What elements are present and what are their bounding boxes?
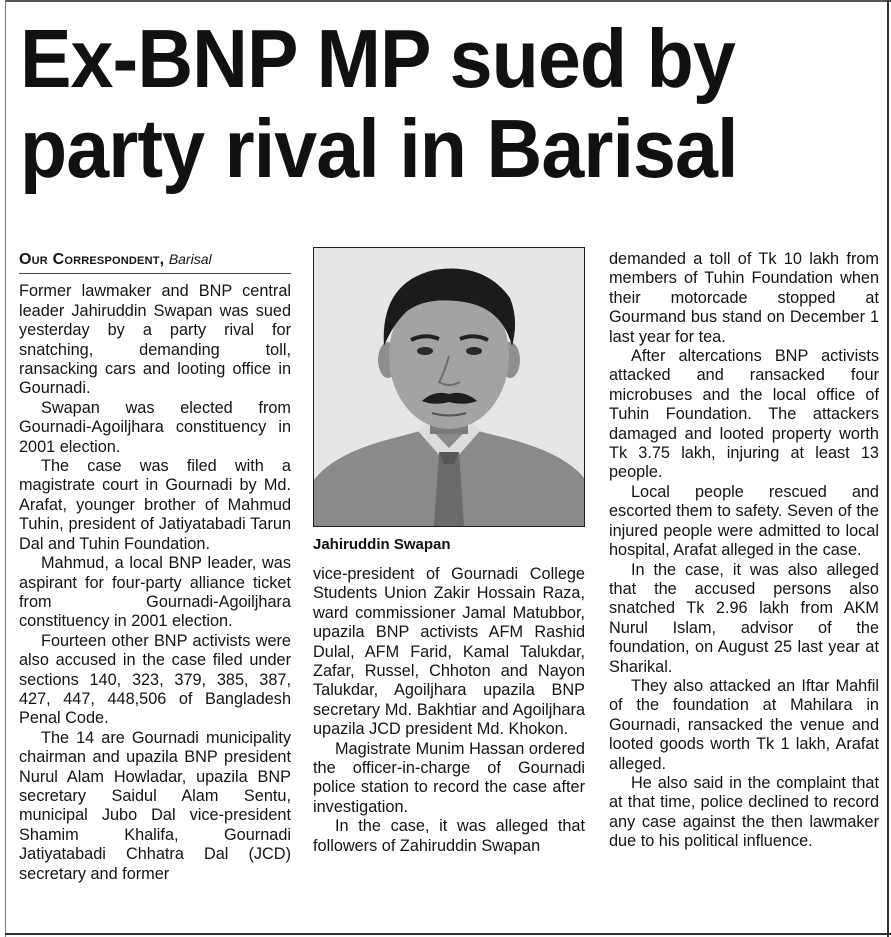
paragraph: demanded a toll of Tk 10 lakh from members of Tuhin Foundation when their motorcade stopped at Gourmand bus stand on December 1 last year for tea.: [609, 250, 879, 346]
portrait-illustration: [314, 248, 584, 526]
paragraph: The case was filed with a magistrate court in Gournadi by Md. Arafat, younger brother of Mahmud Tuhin, president of Jatiyatabadi Tarun Dal and Tuhin Foundation.: [19, 457, 291, 553]
paragraph: In the case, it was alleged that followers of Zahiruddin Swapan: [313, 817, 585, 855]
photo-caption: Jahiruddin Swapan: [313, 536, 451, 553]
paragraph: Magistrate Munim Hassan ordered the officer-in-charge of Gournadi police station to record the case after investigation.: [313, 739, 585, 816]
paragraph: vice-president of Gournadi College Students Union Zakir Hossain Raza, ward commissioner Jamal Matubbor, upazila BNP activists AFM Rashid Dulal, AFM Farid, Kamal Talukdar, Zafar, Russel, Chhoton and Nayon Talukdar, Agoiljhara upazila BNP secretary Md. Bakhtiar and Agoiljhara upazila JCD president Md. Khokon.: [313, 565, 585, 739]
paragraph: In the case, it was also alleged that the accused persons also snatched Tk 2.96 lakh from AKM Nurul Islam, advisor of the foundation, on August 25 last year at Sharikal.: [609, 560, 879, 676]
byline-place: Barisal: [168, 251, 212, 267]
frame-top-border: [5, 0, 891, 2]
byline-name: Our Correspondent,: [19, 251, 165, 268]
frame-right-border: [887, 0, 889, 937]
paragraph: He also said in the complaint that at that time, police declined to record any case against the then lawmaker due to his political influence.: [609, 773, 879, 851]
paragraph: Local people rescued and escorted them to safety. Seven of the injured people were admitted to local hospital, Arafat alleged in the case.: [609, 482, 879, 560]
article-headline: [20, 14, 820, 194]
paragraph: Fourteen other BNP activists were also accused in the case filed under sections 140, 323, 379, 385, 387, 427, 447, 448,506 of Bangladesh Penal Code.: [19, 631, 291, 728]
paragraph: Former lawmaker and BNP central leader Jahiruddin Swapan was sued yesterday by a party rival for snatching, demanding toll, ransacking cars and looting office in Gournadi.: [19, 282, 291, 398]
frame-left-border: [5, 0, 6, 937]
portrait-photo: [313, 247, 585, 527]
frame-bottom-border: [5, 933, 891, 935]
paragraph: Swapan was elected from Gournadi-Agoiljhara constituency in 2001 election.: [19, 398, 291, 456]
paragraph: Mahmud, a local BNP leader, was aspirant for four-party alliance ticket from Gournadi-Agoiljhara constituency in 2001 election.: [19, 554, 291, 631]
column-2: [313, 565, 585, 856]
byline: [19, 250, 291, 274]
paragraph: They also attacked an Iftar Mahfil of the foundation at Mahilara in Gournadi, ransacked the venue and looted goods worth Tk 1 lakh, Arafat alleged.: [609, 676, 879, 773]
column-3: [609, 250, 879, 852]
headline-line-1: Ex-BNP MP sued by: [20, 12, 735, 105]
paragraph: The 14 are Gournadi municipality chairman and upazila BNP president Nurul Alam Howladar, upazila BNP secretary Saidul Alam Sentu, municipal Jubo Dal vice-president Shamim Khalifa, Gournadi Jatiyatabadi Chhatra Dal (JCD) secretary and former: [19, 728, 291, 883]
headline-line-2: party rival in Barisal: [20, 102, 738, 195]
paragraph: After altercations BNP activists attacked and ransacked four microbuses and the local office of Tuhin Foundation. The attackers damaged and looted property worth Tk 3.75 lakh, injuring at least 13 people.: [609, 347, 879, 482]
column-1: [19, 250, 291, 884]
